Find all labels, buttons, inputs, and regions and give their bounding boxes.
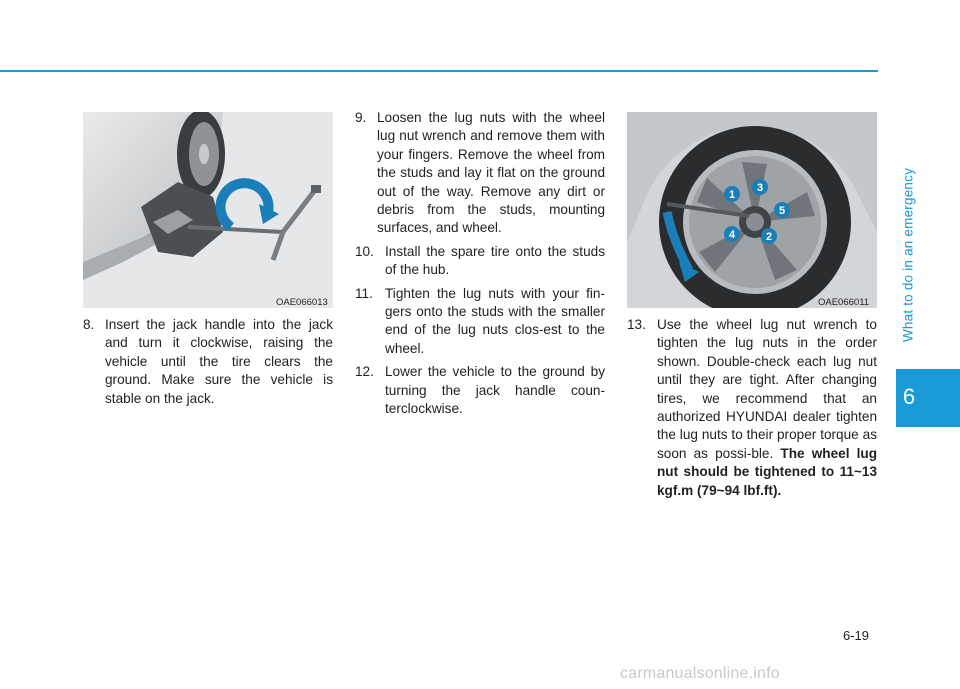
section-title: What to do in an emergency	[900, 167, 916, 343]
step-text: Loosen the lug nuts with the wheel lug nut wrench and remove them with your fingers. Remove the wheel from the studs and lay it flat on the ground out of the way. Remove any dirt or debris from the studs, mounting surfaces, and wheel.	[377, 110, 605, 236]
page-number: 6-19	[843, 628, 870, 643]
watermark-link[interactable]: carmanualsonline.info	[620, 665, 780, 682]
step-8	[83, 316, 333, 408]
lug-label-4: 4	[728, 229, 736, 241]
step-number: 13.	[627, 317, 646, 332]
column-3	[627, 316, 877, 505]
header-rule	[0, 70, 878, 72]
step-13	[627, 316, 877, 500]
lug-label-1: 1	[728, 189, 736, 201]
section-title-vertical	[896, 167, 920, 343]
column-2	[355, 109, 605, 424]
step-11	[355, 285, 605, 359]
step-number: 12.	[355, 364, 374, 380]
step-12	[355, 363, 605, 418]
step-text: Lower the vehicle to the ground by turning the jack handle coun-terclockwise.	[385, 364, 605, 417]
step-9	[355, 109, 605, 238]
wheel-illustration	[627, 112, 877, 308]
chapter-tab[interactable]	[896, 369, 960, 427]
lug-label-5: 5	[778, 205, 786, 217]
step-number: 8.	[83, 317, 95, 332]
step-10	[355, 243, 605, 280]
figure-code: OAE066011	[818, 297, 870, 308]
lug-nut-order-image	[627, 112, 877, 308]
step-text: Use the wheel lug nut wrench to tighten the lug nuts in the order shown. Double-check each lug nut until they are tight. After changing tires, we recommend that an authorized HYUNDAI dealer tighten the lug nuts to their proper torque as soon as possi-ble.	[657, 317, 877, 461]
step-number: 10.	[355, 243, 374, 259]
lug-label-2: 2	[765, 231, 773, 243]
figure-code: OAE066013	[276, 297, 328, 308]
column-1	[83, 316, 333, 413]
step-text: Insert the jack handle into the jack and turn it clockwise, raising the vehicle until the tire clears the ground. Make sure the vehicle is stable on the jack.	[105, 317, 333, 406]
torque-spec: The wheel lug nut should be tightened to 11~13 kgf.m (79~94 lbf.ft).	[657, 445, 878, 498]
lug-label-3: 3	[756, 182, 764, 194]
step-text: Install the spare tire onto the studs of the hub.	[385, 243, 605, 278]
step-text: Tighten the lug nuts with your fin-gers onto the studs with the smaller end of the lug nuts clos-est to the wheel.	[385, 285, 605, 356]
chapter-number: 6	[902, 384, 916, 409]
jack-handle-image	[83, 112, 333, 308]
jack-illustration	[83, 112, 333, 308]
step-number: 11.	[355, 285, 373, 301]
step-number: 9.	[355, 110, 367, 125]
